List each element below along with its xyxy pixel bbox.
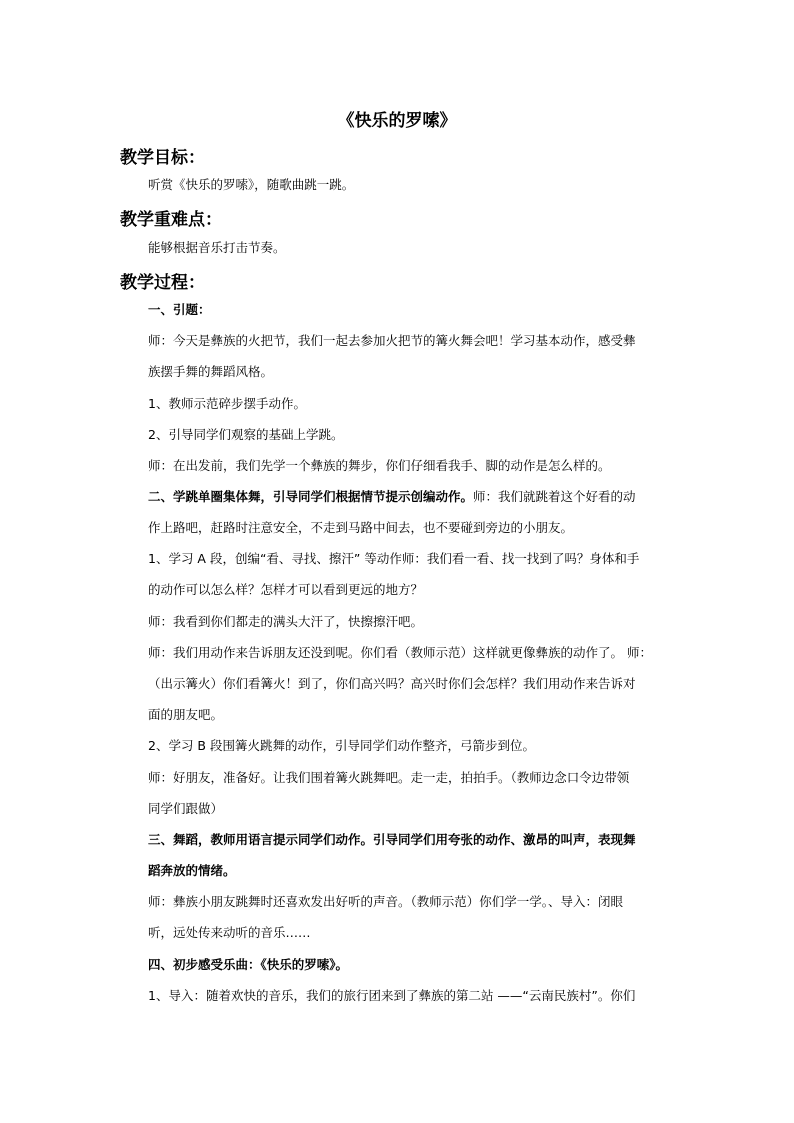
section-2-heading-bold: 二、学跳单圈集体舞，引导同学们根据情节提示创编动作。 xyxy=(148,489,474,504)
section-2-line: 作上路吧，赶路时注意安全，不走到马路中间去，也不要碰到旁边的小朋友。 xyxy=(148,520,574,535)
goal-text: 听赏《快乐的罗嗦》，随歌曲跳一跳。 xyxy=(148,177,355,192)
section-1-item-2: 2、引导同学们观察的基础上学跳。 xyxy=(148,427,344,442)
section-3-heading-line: 三、舞蹈，教师用语言提示同学们动作。引导同学们用夸张的动作、激昂的叫声，表现舞 xyxy=(148,832,636,847)
section-2-para-4-line: 师：我们用动作来告诉朋友还没到呢。你们看（教师示范）这样就更像彝族的动作了。 师： xyxy=(148,645,652,660)
section-2-item-2: 2、学习 B 段围篝火跳舞的动作，引导同学们动作整齐，弓箭步到位。 xyxy=(148,738,535,753)
section-3-para-line: 师：彝族小朋友跳舞时还喜欢发出好听的声音。（教师示范）你们学一学。、导入：闭眼 xyxy=(148,894,624,909)
section-2-para-4-line: （出示篝火）你们看篝火！到了，你们高兴吗？高兴时你们会怎样？我们用动作来告诉对 xyxy=(148,676,636,691)
section-4-heading: 四、初步感受乐曲：《快乐的罗嗦》。 xyxy=(148,957,349,972)
section-2-item-1-line: 的动作可以怎么样？怎样才可以看到更远的地方？ xyxy=(148,582,424,597)
section-1-para-line: 族摆手舞的舞蹈风格。 xyxy=(148,364,274,379)
document-title: 《快乐的罗嗦》 xyxy=(337,111,457,131)
heading-key-points: 教学重难点： xyxy=(120,210,222,230)
section-2-para-3: 师：我看到你们都走的满头大汗了，快擦擦汗吧。 xyxy=(148,614,424,629)
heading-teaching-goal: 教学目标： xyxy=(120,148,205,168)
section-1-heading: 一、引题： xyxy=(148,302,211,317)
section-2-heading-line xyxy=(148,481,676,512)
key-points-text: 能够根据音乐打击节奏。 xyxy=(148,240,286,255)
section-2-para-4-line: 面的朋友吧。 xyxy=(148,707,224,722)
section-3-heading-line: 蹈奔放的情绪。 xyxy=(148,863,236,878)
section-1-para-2: 师：在出发前，我们先学一个彝族的舞步，你们仔细看我手、脚的动作是怎么样的。 xyxy=(148,458,611,473)
section-1-item-1: 1、教师示范碎步摆手动作。 xyxy=(148,396,306,411)
section-2-item-1-line: 1、学习 A 段，创编“看、寻找、擦汗” 等动作师：我们看一看、找一找到了吗？身体和手 xyxy=(148,551,640,566)
heading-teaching-process: 教学过程： xyxy=(120,273,205,293)
section-2-para-5-line: 师：好朋友，准备好。让我们围着篝火跳舞吧。走一走，拍拍手。（教师边念口令边带领 xyxy=(148,770,630,785)
section-1-para-line: 师：今天是彝族的火把节，我们一起去参加火把节的篝火舞会吧！学习基本动作，感受彝 xyxy=(148,333,636,348)
section-3-para-line: 听，远处传来动听的音乐…… xyxy=(148,925,311,940)
section-4-item-1: 1、导入：随着欢快的音乐，我们的旅行团来到了彝族的第二站 ——“云南民族村”。你们 xyxy=(148,988,636,1003)
section-2-para-5-line: 同学们跟做） xyxy=(148,801,224,816)
section-2-heading-rest: 师：我们就跳着这个好看的动 xyxy=(473,489,636,504)
